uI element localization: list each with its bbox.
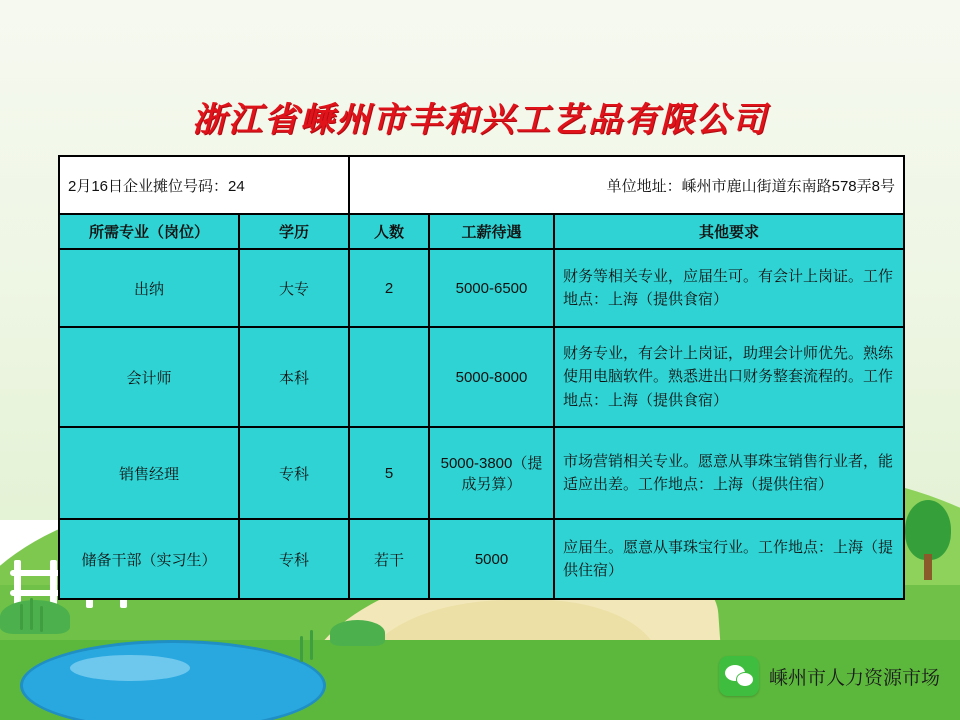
brand-label: 嵊州市人力资源市场 (768, 667, 940, 689)
cell-position: 储备干部（实习生） (59, 519, 239, 599)
header-count: 人数 (349, 214, 429, 249)
cell-education: 大专 (239, 249, 349, 327)
cell-position: 出纳 (59, 249, 239, 327)
cell-salary: 5000 (429, 519, 554, 599)
table-row (59, 427, 904, 519)
table-row (59, 519, 904, 599)
cell-position: 会计师 (59, 327, 239, 427)
cell-salary: 5000-3800（提成另算） (429, 427, 554, 519)
company-address: 单位地址：嵊州市鹿山街道东南路578弄8号 (349, 156, 904, 214)
cell-count (349, 327, 429, 427)
wechat-icon (719, 656, 759, 696)
cell-education: 专科 (239, 519, 349, 599)
cell-salary: 5000-8000 (429, 327, 554, 427)
cell-education: 本科 (239, 327, 349, 427)
footer-brand (719, 656, 940, 696)
bush-icon (330, 620, 385, 646)
cell-count: 5 (349, 427, 429, 519)
header-requirements: 其他要求 (554, 214, 904, 249)
cell-requirements: 财务专业，有会计上岗证，助理会计师优先。熟练使用电脑软件。熟悉进出口财务整套流程的。工作地点：上海（提供食宿） (554, 327, 904, 427)
table-header-row (59, 214, 904, 249)
cell-count: 若干 (349, 519, 429, 599)
cell-count: 2 (349, 249, 429, 327)
cell-position: 销售经理 (59, 427, 239, 519)
pond-highlight (70, 655, 190, 681)
table-row (59, 327, 904, 427)
cell-requirements: 应届生。愿意从事珠宝行业。工作地点：上海（提供住宿） (554, 519, 904, 599)
table-row (59, 249, 904, 327)
cell-requirements: 市场营销相关专业。愿意从事珠宝销售行业者，能适应出差。工作地点：上海（提供住宿） (554, 427, 904, 519)
cell-salary: 5000-6500 (429, 249, 554, 327)
bush-icon (0, 600, 70, 634)
header-salary: 工薪待遇 (429, 214, 554, 249)
tree-icon (905, 500, 951, 580)
header-position: 所需专业（岗位） (59, 214, 239, 249)
cell-requirements: 财务等相关专业，应届生可。有会计上岗证。工作地点：上海（提供食宿） (554, 249, 904, 327)
page-title: 浙江省嵊州市丰和兴工艺品有限公司 (192, 100, 768, 140)
job-listing-table (58, 155, 903, 600)
table-meta-row (59, 156, 904, 214)
booth-number: 2月16日企业摊位号码：24 (59, 156, 349, 214)
cell-education: 专科 (239, 427, 349, 519)
header-education: 学历 (239, 214, 349, 249)
